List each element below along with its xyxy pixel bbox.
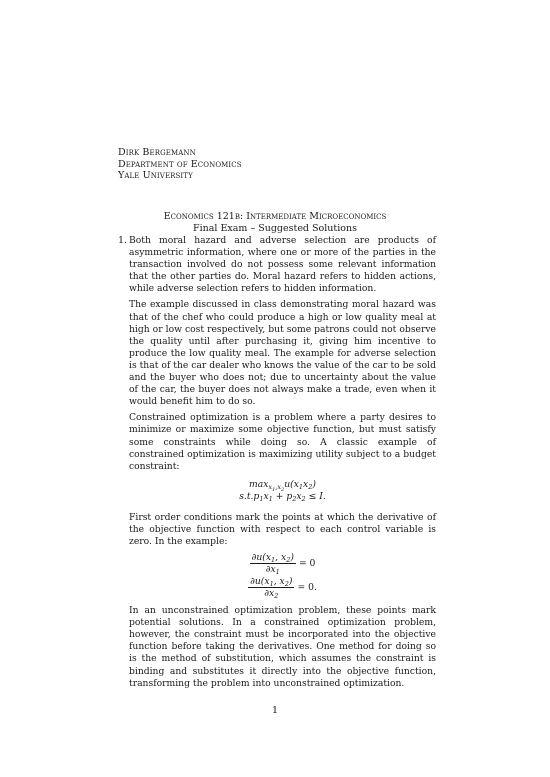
optimization-equation	[129, 479, 436, 504]
question-1-answer	[129, 235, 436, 690]
foc-x1: $\frac{\partial u(x_1, x_2)}{\partial x_1}$ = 0	[251, 552, 316, 577]
question-number: 1.	[118, 235, 128, 246]
university-name: Yale University	[118, 170, 193, 182]
author-block	[118, 147, 242, 182]
question-1	[118, 235, 436, 694]
department-name: Department of Economics	[118, 158, 242, 170]
paragraph-asymmetric-information: Both moral hazard and adverse selection are products of asymmetric information, where one or more of the parties in the transaction involved do not possess some relevant information that the other parties do. Moral hazard refers to hidden actions, while adverse selection refers to hidden information.	[129, 235, 436, 295]
paragraph-examples: The example discussed in class demonstrating moral hazard was that of the chef who could produce a high or low quality meal at high or low cost respectively, but some patrons could not observe the quality until after purchasing it, giving him incentive to produce the low quality meal. The example for adverse selection is that of the car dealer who knows the value of the car to be sold and the buyer who does not; due to uncertainty about the value of the car, the buyer does not always make a trade, even when it would benefit him to do so.	[129, 299, 436, 408]
first-order-conditions	[129, 552, 436, 599]
course-title: Economics 121b: Intermediate Microeconomics	[163, 211, 387, 222]
paragraph-first-order-conditions: First order conditions mark the points at which the derivative of the objective function with respect to each control variable is zero. In the example:	[129, 511, 436, 547]
foc-x2: $\frac{\partial u(x_1, x_2)}{\partial x_2}$ = 0.	[250, 576, 317, 601]
paragraph-substitution-method: In an unconstrained optimization problem, these points mark potential solutions. In a constrained optimization problem, however, the constraint must be incorporated into the objective function before taking the derivatives. One method for doing so is the method of substitution, which assumes the constraint is binding and substitutes it directly into the objective function, transforming the problem into unconstrained optimization.	[129, 605, 436, 689]
author-name: Dirk Bergemann	[118, 147, 196, 158]
objective-line: $\max_{x_1,x_2}u(x_1x_2)$	[249, 478, 316, 493]
paragraph-constrained-optimization: Constrained optimization is a problem where a party desires to minimize or maximize some objective function, but must satisfy some constraints while doing so. A classic example of constrained optimization is maximizing utility subject to a budget constraint:	[129, 412, 436, 472]
title-block	[0, 211, 550, 235]
exam-subtitle: Final Exam – Suggested Solutions	[192, 222, 357, 234]
page-number: 1	[271, 705, 279, 716]
constraint-line: $s.t.p_1x_1 + p_2x_2 \le I$.	[239, 491, 326, 504]
